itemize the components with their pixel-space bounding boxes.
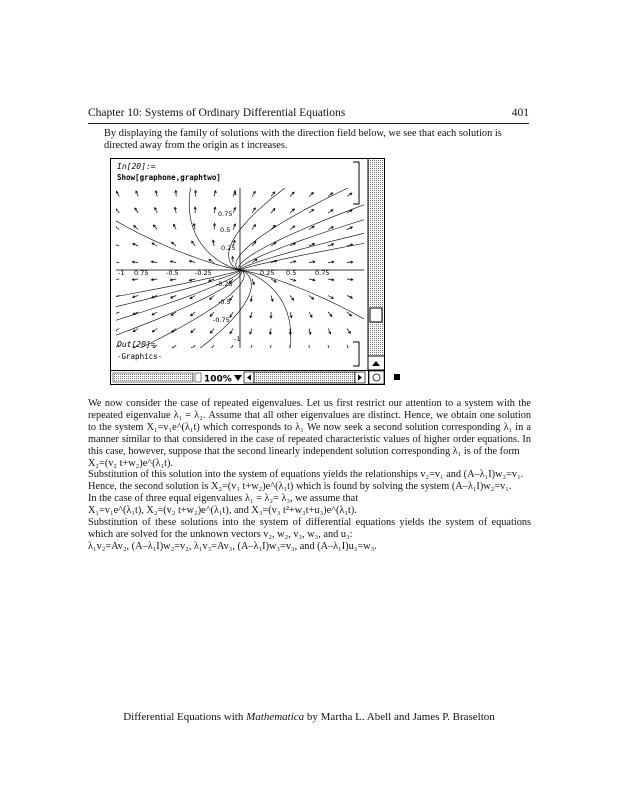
resize-grip-icon[interactable] [369, 371, 384, 384]
equation-three-solutions: X₁=v₁e^(λ₁t), X₂=(v₂ t+w₂)e^(λ₁t), and X₃=(v₃ t²+w₃t+u₃)e^(λ₁t). [88, 505, 357, 517]
scrollbar-thumb[interactable] [370, 308, 382, 322]
input-label: In[20]:= [117, 162, 156, 171]
page-number: 401 [511, 107, 529, 119]
output-value: -Graphics- [117, 352, 163, 361]
y-tick-minus-0-25: -0.25 [216, 280, 233, 288]
horizontal-scrollbar[interactable] [254, 372, 355, 383]
y-tick-minus-1: -1 [234, 335, 241, 343]
y-tick-1: 1 [233, 189, 238, 197]
mathematica-notebook-window [110, 158, 385, 385]
footer-italic-title: Mathematica [246, 711, 305, 723]
paragraph-substitution: Substitution of this solution into the system of equations yields the relationships v₂=v₁ and (A–λ₁I)w₂=v₁. [88, 469, 524, 481]
zoom-level[interactable]: 100% [204, 374, 232, 385]
input-command[interactable]: Show[graphone,graphtwo] [117, 173, 221, 182]
x-tick-minus-0-25: -0.25 [195, 269, 212, 277]
page-footer: Differential Equations with Mathematica by Martha L. Abell and James P. Braselton [123, 711, 495, 723]
paragraph-second-solution: Hence, the second solution is X₂=(v₁ t+w₂)e^(λ₁t) which is found by solving the system (A–λ₁I)w₂=v₁. [88, 481, 512, 493]
window-size-indicator [113, 373, 193, 382]
chapter-title: Chapter 10: Systems of Ordinary Differential Equations [88, 107, 346, 119]
x-tick-minus-0-75: 0.75 [134, 269, 149, 277]
x-tick-0-5: 0.5 [286, 269, 297, 277]
y-tick-0-75: 0.75 [218, 210, 233, 218]
vertical-scrollbar[interactable] [368, 159, 385, 371]
equation-system-of-vectors: λ₁v₂=Av₂, (A–λ₁I)w₂=v₂, λ₁v₃=Av₃, (A–λ₁I)w₃=v₃, and (A–λ₁I)u₃=w₃. [88, 540, 377, 552]
paragraph-repeated-eigenvalues: We now consider the case of repeated eigenvalues. Let us first restrict our attention to a system with the repeated eigenvalue λ₁ = λ₂. Assume that all other eigenvalues are distinct. Hence, we obtain one solution to the system X₁=v₁e^(λ₁t) which corresponds to λ₁ We now seek a second solution corresponding λ₁ in a manner similar to that considered in the case of repeated characteristic values of higher order equations. In this case, however, suppose that the second linearly independent solution corresponding λ₁ is of the form [88, 398, 531, 457]
paragraph-three-eigenvalues: In the case of three equal eigenvalues λ₁ = λ₂= λ₃, we assume that [88, 493, 359, 505]
x-tick-minus-1: -1 [118, 269, 125, 277]
equation-x2-form: X₂=(v₂ t+w₂)e^(λ₁t). [88, 457, 173, 469]
output-label: Out[20]= [117, 340, 156, 349]
x-tick-0-25: 0.25 [260, 269, 275, 277]
y-tick-minus-0-5: -0.5 [218, 298, 231, 306]
x-tick-0-75: 0.75 [315, 269, 330, 277]
end-of-example-square-icon [394, 374, 400, 380]
y-tick-0-25: 0.25 [221, 244, 236, 252]
body-text [88, 398, 531, 553]
y-tick-minus-0-75: -0.75 [213, 316, 230, 324]
intro-paragraph: By displaying the family of solutions with the direction field below, we see that each solution is directed away from the origin as t increases. [104, 128, 502, 152]
running-header [88, 107, 529, 124]
x-tick-minus-0-5: -0.5 [166, 269, 179, 277]
y-tick-0-5: 0.5 [220, 226, 231, 234]
paragraph-substitution-three: Substitution of these solutions into the system of differential equations yields the system of equations which are solved for the unknown vectors v₂, w₂, v₃, w₃, and u₃: [88, 517, 531, 540]
